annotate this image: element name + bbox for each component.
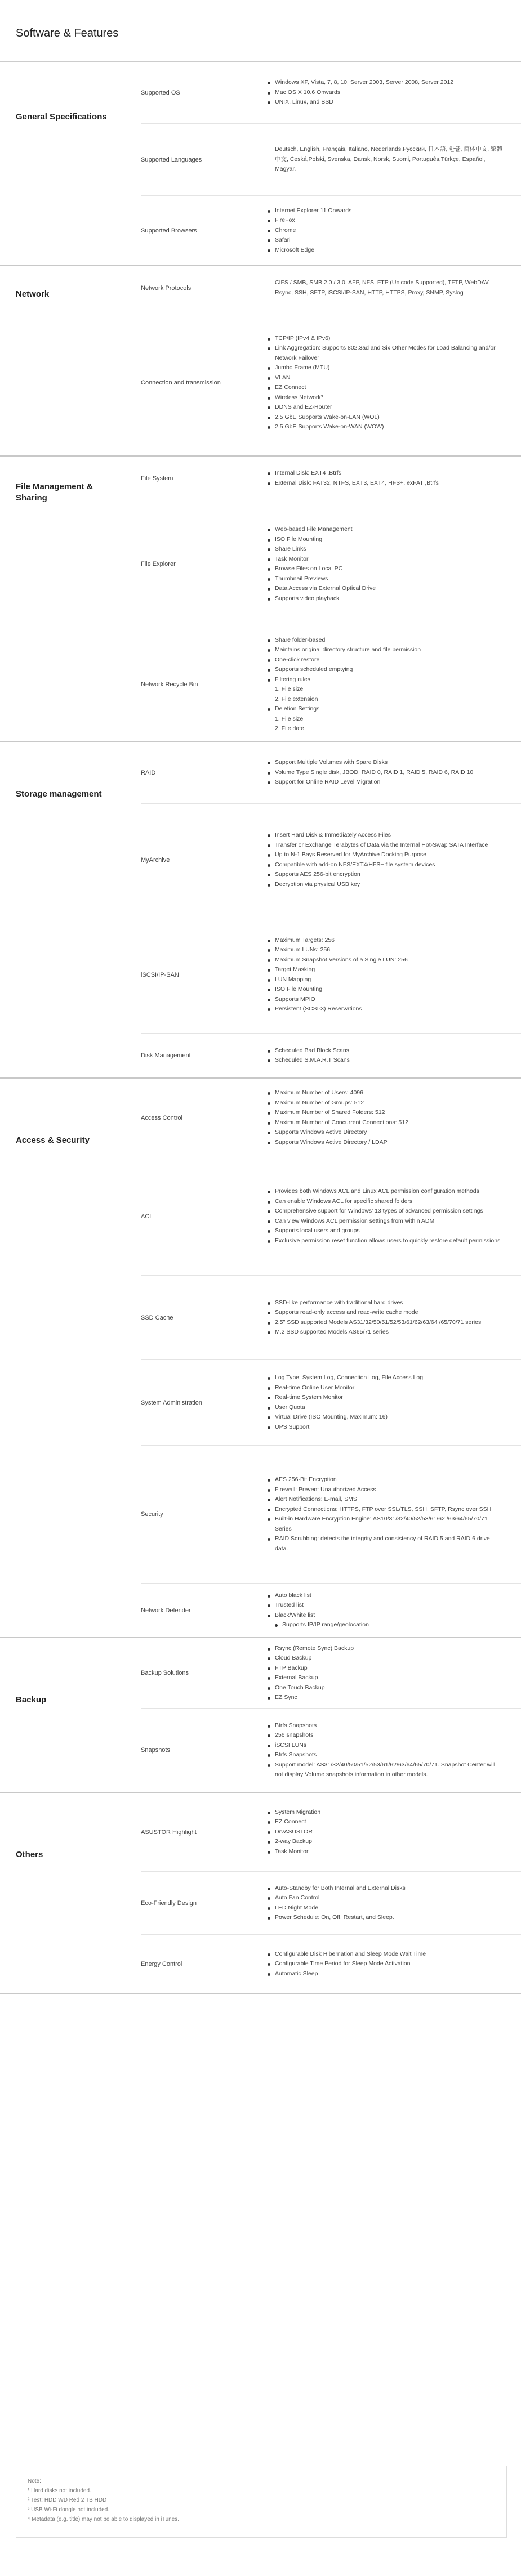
spec-item: Scheduled Bad Block Scans: [268, 1046, 504, 1056]
spec-item: Filtering rules: [268, 675, 504, 685]
spec-item: Transfer or Exchange Terabytes of Data via the Internal Hot-Swap SATA Interface: [268, 840, 504, 851]
spec-item: Wireless Network³: [268, 393, 504, 403]
spec-content: [268, 1884, 521, 1923]
spec-item: Auto-Standby for Both Internal and External Disks: [268, 1884, 504, 1894]
spec-item: ISO File Mounting: [268, 535, 504, 545]
section-backup: [0, 1638, 521, 1793]
spec-label: SSD Cache: [141, 1314, 173, 1321]
spec-item: External Disk: FAT32, NTFS, EXT3, EXT4, HFS+, exFAT ,Btrfs: [268, 478, 504, 489]
spec-content: [268, 1949, 521, 1979]
notes-box: [16, 2466, 507, 2538]
spec-row: [141, 266, 521, 310]
spec-item: Task Monitor: [268, 554, 504, 565]
spec-item: User Quota: [268, 1403, 504, 1413]
spec-row: [141, 1446, 521, 1584]
spec-item: Supports Windows Active Directory / LDAP: [268, 1138, 504, 1148]
spec-item: Supports read-only access and read-write cache mode: [268, 1308, 504, 1318]
spec-item: Supports MPIO: [268, 995, 504, 1005]
spec-item: Log Type: System Log, Connection Log, File Access Log: [268, 1373, 504, 1383]
spec-content: [268, 1591, 521, 1630]
spec-item: 2.5" SSD supported Models AS31/32/50/51/52/53/61/62/63/64 /65/70/71 series: [268, 1318, 504, 1328]
spec-item: RAID Scrubbing: detects the integrity and consistency of RAID 5 and RAID 6 drive data.: [268, 1534, 504, 1554]
spec-item: TCP/IP (IPv4 & IPv6): [268, 334, 504, 344]
spec-content: [268, 334, 521, 432]
spec-item: Supports video playback: [268, 594, 504, 604]
spec-item: Can enable Windows ACL for specific shared folders: [268, 1197, 504, 1207]
spec-row: [141, 196, 521, 265]
section-title: Others: [16, 1850, 43, 1859]
spec-item: Alert Notifications: E-mail, SMS: [268, 1495, 504, 1505]
spec-item: Supports scheduled emptying: [268, 665, 504, 675]
section-file-management-sharing: [0, 457, 521, 742]
spec-item: Maximum Number of Users: 4096: [268, 1088, 504, 1098]
spec-row: [141, 1034, 521, 1077]
spec-content: [268, 1088, 521, 1147]
spec-item: 256 snapshots: [268, 1730, 504, 1741]
spec-item: Virtual Drive (ISO Mounting, Maximum: 16): [268, 1412, 504, 1423]
spec-item: Deletion Settings: [268, 704, 504, 714]
spec-row: [141, 742, 521, 804]
spec-label: Backup Solutions: [141, 1670, 189, 1676]
spec-content: [268, 1808, 521, 1857]
spec-item: Data Access via External Optical Drive: [268, 584, 504, 594]
spec-item: Real-time System Monitor: [268, 1393, 504, 1403]
spec-item: Support for Online RAID Level Migration: [268, 777, 504, 788]
spec-item: FTP Backup: [268, 1663, 504, 1674]
spec-content: [268, 1475, 521, 1554]
section-others: [0, 1793, 521, 1994]
spec-row: [141, 500, 521, 628]
spec-row: [141, 1872, 521, 1935]
spec-item: Black/White list: [268, 1611, 504, 1621]
section-title: Backup: [16, 1695, 47, 1705]
spec-item: LUN Mapping: [268, 975, 504, 985]
notes-heading: Note:: [28, 2478, 41, 2484]
spec-content: [268, 758, 521, 788]
spec-content: [268, 525, 521, 603]
spec-item: 1. File size: [275, 715, 304, 722]
spec-content: [268, 206, 521, 256]
spec-item: EZ Sync: [268, 1693, 504, 1703]
page-title: Software & Features: [0, 0, 521, 62]
spec-row: [141, 457, 521, 500]
spec-item: Comprehensive support for Windows' 13 types of advanced permission settings: [268, 1206, 504, 1217]
spec-item: Auto black list: [268, 1591, 504, 1601]
spec-item: Built-in Hardware Encryption Engine: AS10/31/32/40/52/53/61/62 /63/64/65/70/71 Series: [268, 1514, 504, 1534]
spec-item: 2.5 GbE Supports Wake-on-LAN (WOL): [268, 413, 504, 423]
spec-item: Share Links: [268, 544, 504, 554]
spec-item: Persistent (SCSI-3) Reservations: [268, 1004, 504, 1014]
spec-label: ASUSTOR Highlight: [141, 1828, 197, 1836]
spec-label: File Explorer: [141, 561, 176, 567]
spec-content: [268, 1373, 521, 1432]
spec-label: Snapshots: [141, 1747, 170, 1754]
spec-label: Security: [141, 1511, 163, 1518]
spec-table: [0, 62, 521, 1994]
spec-item: Mac OS X 10.6 Onwards: [268, 88, 504, 98]
spec-label: Network Recycle Bin: [141, 681, 198, 688]
spec-item: Supports local users and groups: [268, 1226, 504, 1236]
spec-row: [141, 1584, 521, 1637]
spec-item: Supports Windows Active Directory: [268, 1128, 504, 1138]
spec-item: Jumbo Frame (MTU): [268, 363, 504, 373]
section-title: Access & Security: [16, 1135, 90, 1145]
spec-row: [141, 1360, 521, 1446]
spec-label: MyArchive: [141, 856, 170, 864]
spec-item: Supports IP/IP range/geolocation: [268, 1620, 504, 1630]
spec-item: Maintains original directory structure and file permission: [268, 645, 504, 655]
note-line: ³ USB Wi-Fi dongle not included.: [28, 2507, 110, 2513]
spec-item: Rsync (Remote Sync) Backup: [268, 1644, 504, 1654]
spec-label: RAID: [141, 769, 156, 776]
spec-label: Connection and transmission: [141, 379, 221, 386]
spec-item: ISO File Mounting: [268, 985, 504, 995]
spec-item: Maximum Number of Concurrent Connections: 512: [268, 1118, 504, 1128]
note-line: ⁴ Metadata (e.g. title) may not be able to displayed in iTunes.: [28, 2516, 180, 2523]
spec-item: SSD-like performance with traditional hard drives: [268, 1298, 504, 1308]
spec-item: 2.5 GbE Supports Wake-on-WAN (WOW): [268, 422, 504, 432]
spec-item: Maximum Snapshot Versions of a Single LUN: 256: [268, 955, 504, 965]
spec-row: [141, 1276, 521, 1360]
spec-label: Energy Control: [141, 1961, 182, 1967]
spec-label: Supported Browsers: [141, 227, 197, 234]
spec-item: 2. File date: [275, 725, 304, 732]
spec-row: [141, 1709, 521, 1792]
section-title: Network: [16, 289, 50, 299]
spec-row: [141, 804, 521, 916]
spec-content: [268, 936, 521, 1014]
spec-item: External Backup: [268, 1673, 504, 1683]
section-title: File Management & Sharing: [16, 482, 93, 503]
spec-item: Encrypted Connections: HTTPS, FTP over SSL/TLS, SSH, SFTP, Rsync over SSH: [268, 1505, 504, 1515]
section-title: General Specifications: [16, 112, 107, 122]
spec-item: 2. File extension: [275, 695, 318, 703]
spec-item: Can view Windows ACL permission settings from within ADM: [268, 1217, 504, 1227]
spec-item: Maximum Number of Groups: 512: [268, 1098, 504, 1108]
spec-item: Maximum Targets: 256: [268, 936, 504, 946]
spec-item: Trusted list: [268, 1600, 504, 1611]
spec-item: UNIX, Linux, and BSD: [268, 97, 504, 108]
spec-row: [141, 1079, 521, 1157]
spec-item: Auto Fan Control: [268, 1893, 504, 1903]
spec-item: Support Multiple Volumes with Spare Disks: [268, 758, 504, 768]
spec-item: Safari: [268, 235, 504, 245]
spec-item: LED Night Mode: [268, 1903, 504, 1913]
spec-label: System Administration: [141, 1399, 202, 1406]
spec-item: Support model: AS31/32/40/50/51/52/53/61/62/63/64/65/70/71. Snapshot Center will not display Volume snapshots information in other models.: [268, 1760, 504, 1780]
spec-item: Deutsch, English, Français, Italiano, Nederlands,Русский, 日本語, 한글, 简体中文, 繁體中文, Česká,Polski, Svenska, Dansk, Norsk, Suomi, Português,Türkçe, Español, Magyar.: [275, 146, 503, 173]
section-network: [0, 266, 521, 457]
spec-item: Up to N-1 Bays Reserved for MyArchive Docking Purpose: [268, 850, 504, 860]
spec-label: File System: [141, 475, 173, 482]
spec-content: [268, 1721, 521, 1780]
spec-row: [141, 310, 521, 455]
spec-item: Maximum Number of Shared Folders: 512: [268, 1108, 504, 1118]
spec-content: [268, 830, 521, 889]
spec-item: EZ Connect: [268, 383, 504, 393]
note-line: ² Test: HDD WD Red 2 TB HDD: [28, 2497, 107, 2503]
spec-label: Disk Management: [141, 1052, 191, 1059]
spec-item: Web-based File Management: [268, 525, 504, 535]
spec-item: Link Aggregation: Supports 802.3ad and Six Other Modes for Load Balancing and/or Network Failover: [268, 343, 504, 363]
spec-item: System Migration: [268, 1808, 504, 1818]
spec-content: [268, 1644, 521, 1703]
spec-item: Microsoft Edge: [268, 245, 504, 256]
spec-item: One Touch Backup: [268, 1683, 504, 1693]
spec-label: Network Defender: [141, 1607, 191, 1614]
spec-item: UPS Support: [268, 1423, 504, 1433]
spec-item: Volume Type Single disk, JBOD, RAID 0, RAID 1, RAID 5, RAID 6, RAID 10: [268, 768, 504, 778]
spec-item: Internet Explorer 11 Onwards: [268, 206, 504, 216]
spec-item: One-click restore: [268, 655, 504, 665]
spec-item: Target Masking: [268, 965, 504, 975]
spec-content: [268, 1187, 521, 1246]
spec-label: Supported Languages: [141, 156, 202, 163]
spec-item: Compatible with add-on NFS/EXT4/HFS+ file system devices: [268, 860, 504, 870]
spec-row: [141, 628, 521, 741]
spec-item: Share folder-based: [268, 636, 504, 646]
spec-item: Task Monitor: [268, 1847, 504, 1857]
spec-item: Insert Hard Disk & Immediately Access Files: [268, 830, 504, 840]
spec-item: Chrome: [268, 226, 504, 236]
spec-item: Browse Files on Local PC: [268, 564, 504, 574]
spec-row: [141, 124, 521, 196]
spec-item: Supports AES 256-bit encryption: [268, 870, 504, 880]
spec-item: 1. File size: [275, 686, 304, 692]
spec-item: VLAN: [268, 373, 504, 383]
spec-item: Exclusive permission reset function allows users to quickly restore default permissions: [268, 1236, 504, 1246]
spec-row: [141, 1793, 521, 1872]
spec-item: FireFox: [268, 216, 504, 226]
spec-item: Automatic Sleep: [268, 1969, 504, 1979]
spec-item: 2-way Backup: [268, 1837, 504, 1847]
spec-label: Supported OS: [141, 89, 180, 96]
spec-label: iSCSI/IP-SAN: [141, 971, 179, 978]
spec-row: [141, 1157, 521, 1276]
spec-item: Firewall: Prevent Unauthorized Access: [268, 1485, 504, 1495]
spec-item: Provides both Windows ACL and Linux ACL permission configuration methods: [268, 1187, 504, 1197]
spec-item: AES 256-Bit Encryption: [268, 1475, 504, 1485]
spec-label: Network Protocols: [141, 284, 192, 292]
spec-item: DDNS and EZ-Router: [268, 402, 504, 413]
spec-content: [268, 1298, 521, 1338]
spec-row: [141, 1935, 521, 1993]
spec-item: Configurable Time Period for Sleep Mode Activation: [268, 1959, 504, 1969]
spec-label: Eco-Friendly Design: [141, 1899, 197, 1907]
spec-item: Internal Disk: EXT4 ,Btrfs: [268, 468, 504, 478]
note-line: ¹ Hard disks not included.: [28, 2488, 91, 2494]
spec-item: Power Schedule: On, Off, Restart, and Sleep.: [268, 1913, 504, 1923]
spec-content: [268, 145, 521, 175]
spec-item: CIFS / SMB, SMB 2.0 / 3.0, AFP, NFS, FTP (Unicode Supported), TFTP, WebDAV, Rsync, SSH, SFTP, iSCSI/IP-SAN, HTTP, HTTPS, Proxy, SNMP, Syslog: [275, 279, 490, 296]
section-title: Storage management: [16, 789, 102, 799]
spec-item: iSCSI LUNs: [268, 1741, 504, 1751]
spec-item: Btrfs Snapshots: [268, 1721, 504, 1731]
spec-content: [268, 636, 521, 734]
spec-label: ACL: [141, 1213, 153, 1220]
spec-item: Maximum LUNs: 256: [268, 945, 504, 955]
spec-content: [268, 278, 521, 298]
spec-row: [141, 1638, 521, 1709]
spec-content: [268, 468, 521, 488]
spec-label: Access Control: [141, 1114, 182, 1121]
spec-item: Real-time Online User Monitor: [268, 1383, 504, 1393]
spec-item: M.2 SSD supported Models AS65/71 series: [268, 1327, 504, 1338]
section-access-security: [0, 1079, 521, 1638]
spec-row: [141, 62, 521, 124]
section-storage-management: [0, 742, 521, 1079]
spec-item: Thumbnail Previews: [268, 574, 504, 584]
section-general-specifications: [0, 62, 521, 266]
spec-item: Scheduled S.M.A.R.T Scans: [268, 1056, 504, 1066]
spec-content: [268, 1046, 521, 1066]
spec-item: Decryption via physical USB key: [268, 880, 504, 890]
spec-item: Cloud Backup: [268, 1653, 504, 1663]
spec-row: [141, 916, 521, 1034]
spec-item: DrvASUSTOR: [268, 1827, 504, 1837]
spec-item: Windows XP, Vista, 7, 8, 10, Server 2003, Server 2008, Server 2012: [268, 78, 504, 88]
spec-item: Configurable Disk Hibernation and Sleep Mode Wait Time: [268, 1949, 504, 1960]
spec-content: [268, 78, 521, 108]
spec-item: Btrfs Snapshots: [268, 1750, 504, 1760]
spec-item: EZ Connect: [268, 1817, 504, 1827]
